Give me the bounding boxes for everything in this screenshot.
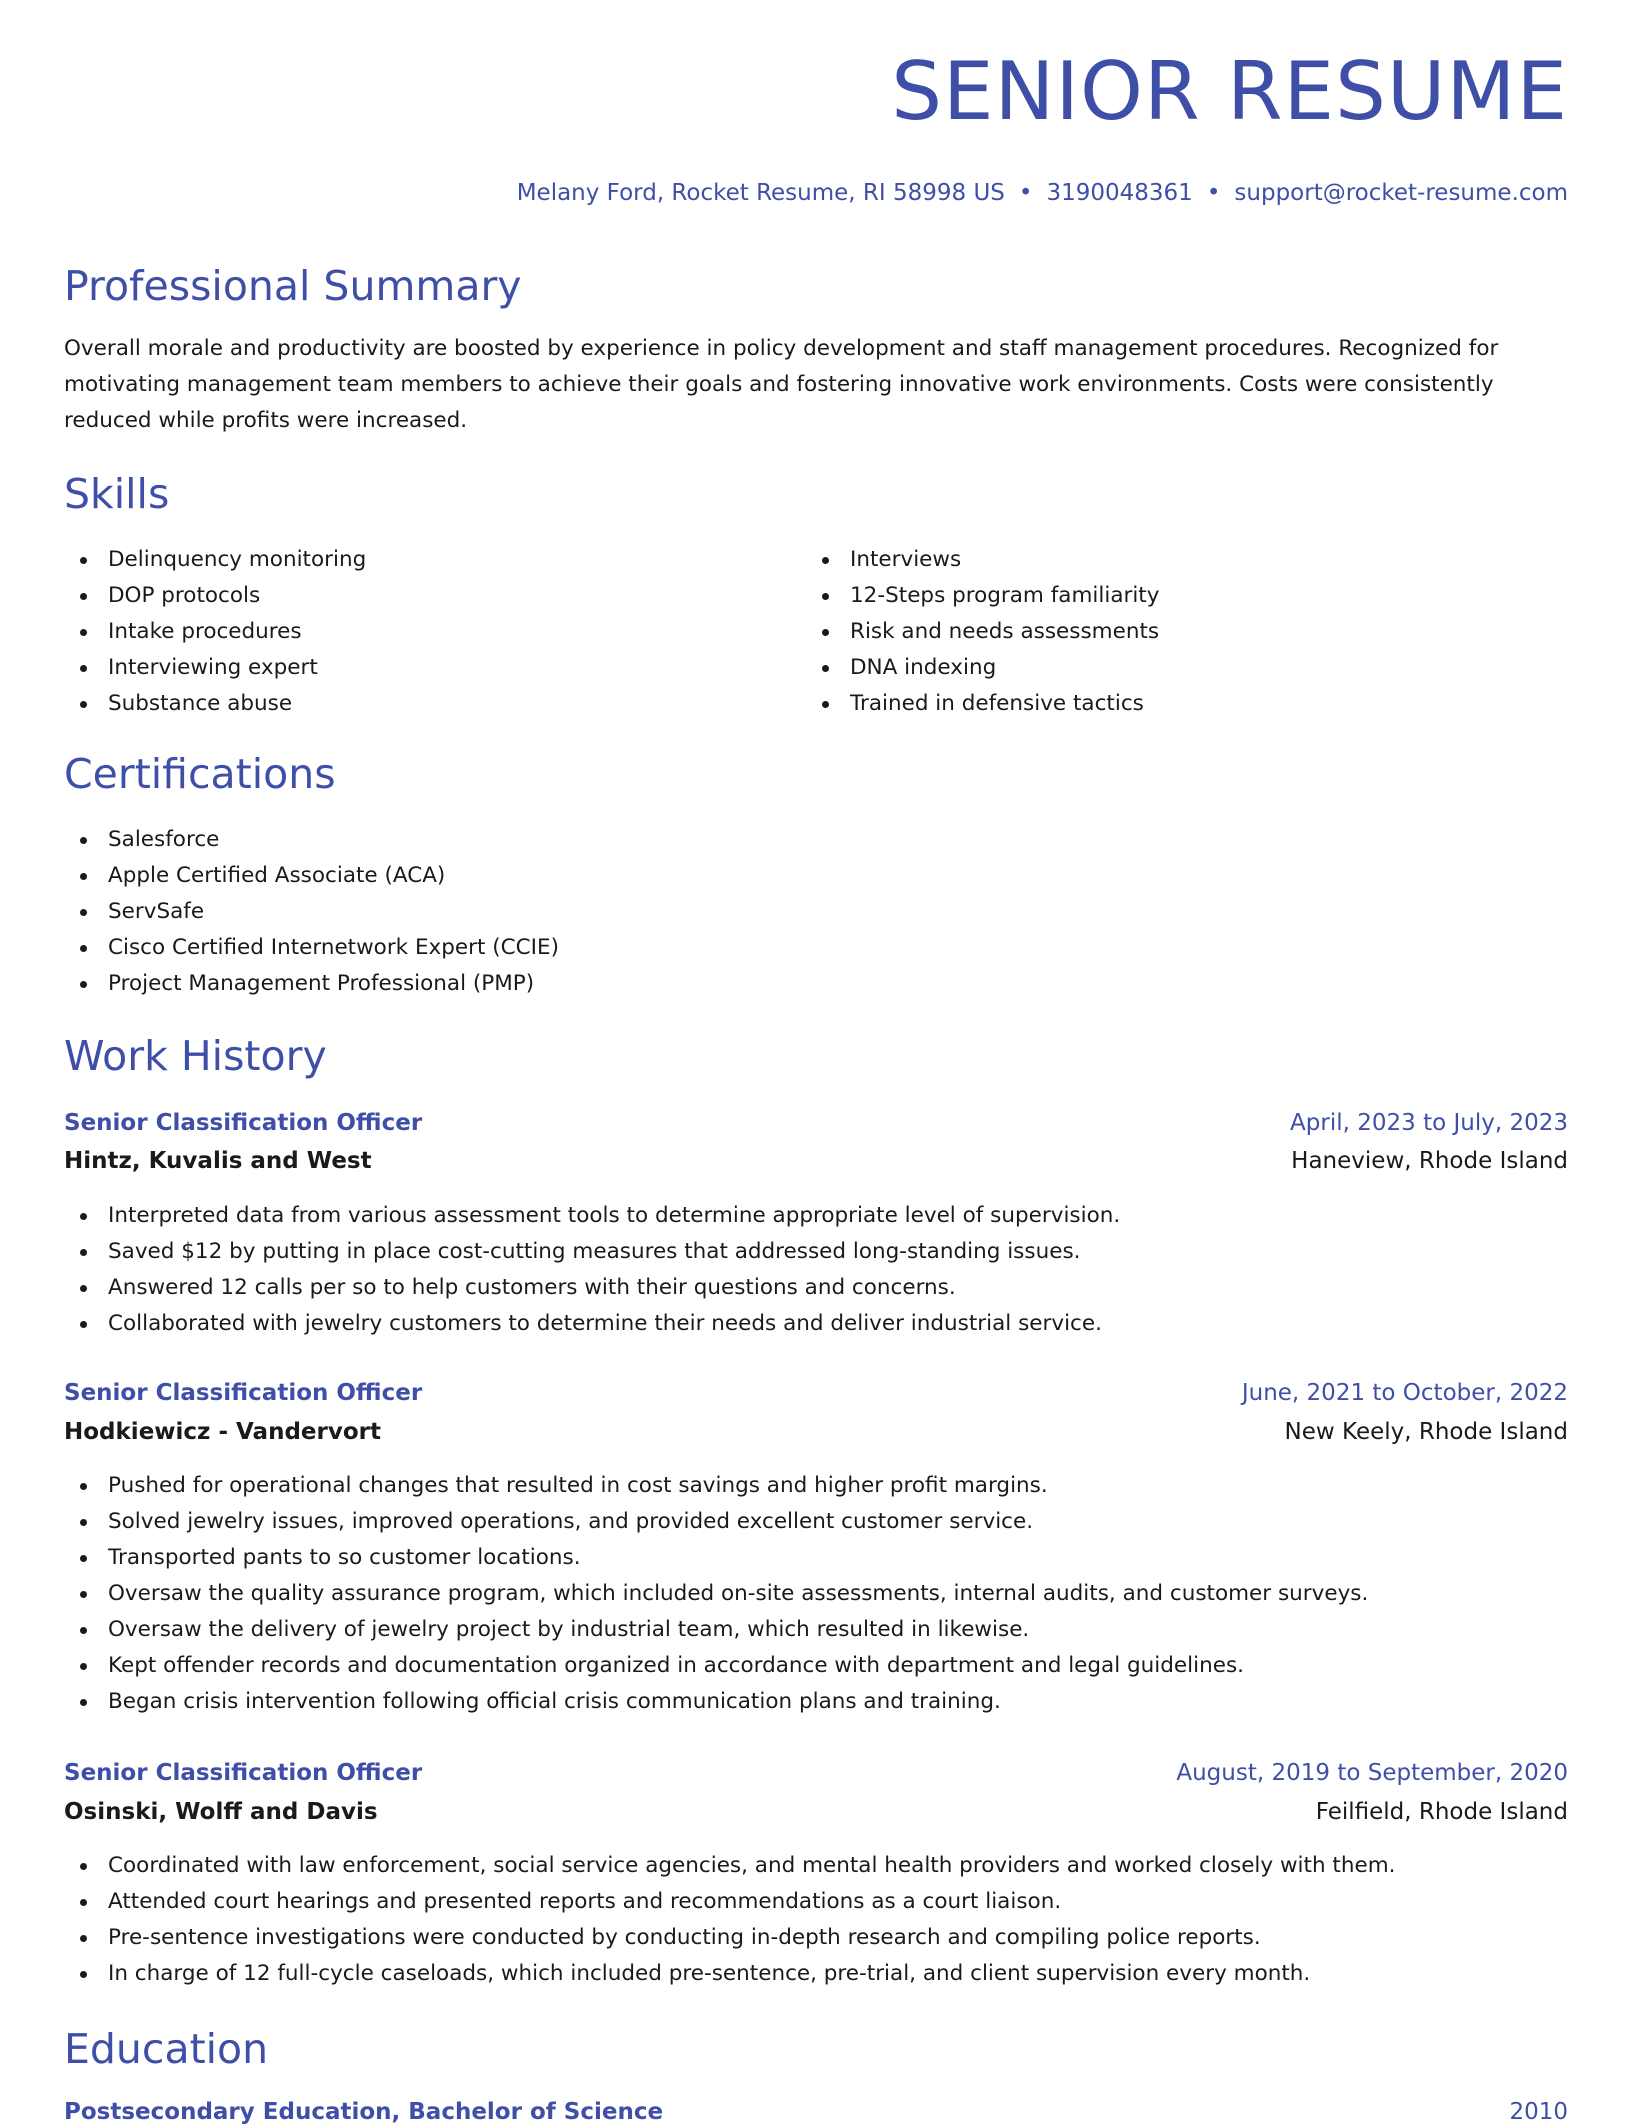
job-title: Senior Classification Officer [64, 1380, 423, 1406]
certification-item: Salesforce [64, 822, 559, 858]
job-duty: Pushed for operational changes that resulted in cost savings and higher profit margins. [64, 1468, 1368, 1504]
company-name: Osinski, Wolff and Davis [64, 1799, 378, 1825]
job-duty: Coordinated with law enforcement, social service agencies, and mental health providers and worked closely with them. [64, 1848, 1395, 1884]
work-history-heading: Work History [64, 1032, 327, 1080]
education-heading: Education [64, 2025, 269, 2073]
certification-item: Project Management Professional (PMP) [64, 966, 559, 1002]
job-duty: Attended court hearings and presented reports and recommendations as a court liaison. [64, 1884, 1395, 1920]
job-duty: In charge of 12 full-cycle caseloads, which included pre-sentence, pre-trial, and client supervision every month. [64, 1956, 1395, 1992]
education-degree: Postsecondary Education, Bachelor of Science [64, 2099, 664, 2125]
skills-heading: Skills [64, 470, 170, 518]
job-title: Senior Classification Officer [64, 1110, 423, 1136]
job-location: New Keely, Rhode Island [1284, 1419, 1568, 1445]
job-header [64, 1377, 1568, 1409]
contact-separator: • [1206, 180, 1221, 206]
contact-separator: • [1018, 180, 1033, 206]
job-title: Senior Classification Officer [64, 1760, 423, 1786]
job-duty: Transported pants to so customer locations. [64, 1540, 1368, 1576]
contact-phone: 3190048361 [1046, 180, 1193, 206]
job-employer [64, 1416, 1568, 1448]
job-duty: Began crisis intervention following official crisis communication plans and training. [64, 1684, 1368, 1720]
job-duties-list [64, 1198, 1120, 1342]
contact-email: support@rocket-resume.com [1234, 180, 1568, 206]
job-duty: Saved $12 by putting in place cost-cutting measures that addressed long-standing issues. [64, 1234, 1120, 1270]
job-header [64, 1107, 1568, 1139]
skill-item: Delinquency monitoring [64, 542, 366, 578]
job-header [64, 1757, 1568, 1789]
skill-item: Risk and needs assessments [806, 614, 1159, 650]
education-year: 2010 [1509, 2099, 1568, 2125]
job-duty: Answered 12 calls per so to help customers with their questions and concerns. [64, 1270, 1120, 1306]
education-entry [64, 2096, 1568, 2128]
skill-item: Trained in defensive tactics [806, 686, 1159, 722]
job-duty: Interpreted data from various assessment tools to determine appropriate level of supervision. [64, 1198, 1120, 1234]
job-duties-list [64, 1468, 1368, 1720]
job-duties-list [64, 1848, 1395, 1992]
certification-item: Cisco Certified Internetwork Expert (CCIE) [64, 930, 559, 966]
job-dates: June, 2021 to October, 2022 [1241, 1380, 1568, 1406]
summary-text: Overall morale and productivity are boosted by experience in policy development and staff management procedures. Recognized for motivating management team members to achieve their goals and fostering innovative work environments. Costs were consistently reduced while profits were increased. [64, 336, 1499, 433]
job-location: Haneview, Rhode Island [1291, 1148, 1568, 1174]
certifications-heading: Certifications [64, 750, 336, 798]
job-dates: August, 2019 to September, 2020 [1176, 1760, 1568, 1786]
company-name: Hintz, Kuvalis and West [64, 1148, 372, 1174]
contact-line [517, 180, 1568, 206]
job-employer [64, 1145, 1568, 1177]
job-duty: Pre-sentence investigations were conducted by conducting in-depth research and compiling police reports. [64, 1920, 1395, 1956]
skill-item: DOP protocols [64, 578, 366, 614]
certification-item: Apple Certified Associate (ACA) [64, 858, 559, 894]
job-employer [64, 1796, 1568, 1828]
certifications-list [64, 822, 559, 1002]
job-duty: Collaborated with jewelry customers to determine their needs and deliver industrial service. [64, 1306, 1120, 1342]
job-duty: Solved jewelry issues, improved operations, and provided excellent customer service. [64, 1504, 1368, 1540]
skill-item: Substance abuse [64, 686, 366, 722]
resume-title: SENIOR RESUME [891, 45, 1568, 138]
skill-item: Interviewing expert [64, 650, 366, 686]
company-name: Hodkiewicz - Vandervort [64, 1419, 381, 1445]
certification-item: ServSafe [64, 894, 559, 930]
contact-address: Melany Ford, Rocket Resume, RI 58998 US [516, 180, 1005, 206]
job-dates: April, 2023 to July, 2023 [1290, 1110, 1568, 1136]
skill-item: Interviews [806, 542, 1159, 578]
summary-heading: Professional Summary [64, 262, 522, 310]
job-duty: Oversaw the delivery of jewelry project by industrial team, which resulted in likewise. [64, 1612, 1368, 1648]
job-location: Feilfield, Rhode Island [1315, 1799, 1568, 1825]
skills-list-right [806, 542, 1159, 722]
job-duty: Kept offender records and documentation organized in accordance with department and legal guidelines. [64, 1648, 1368, 1684]
skill-item: Intake procedures [64, 614, 366, 650]
job-duty: Oversaw the quality assurance program, which included on-site assessments, internal audits, and customer surveys. [64, 1576, 1368, 1612]
skill-item: 12-Steps program familiarity [806, 578, 1159, 614]
skill-item: DNA indexing [806, 650, 1159, 686]
skills-list-left [64, 542, 366, 722]
